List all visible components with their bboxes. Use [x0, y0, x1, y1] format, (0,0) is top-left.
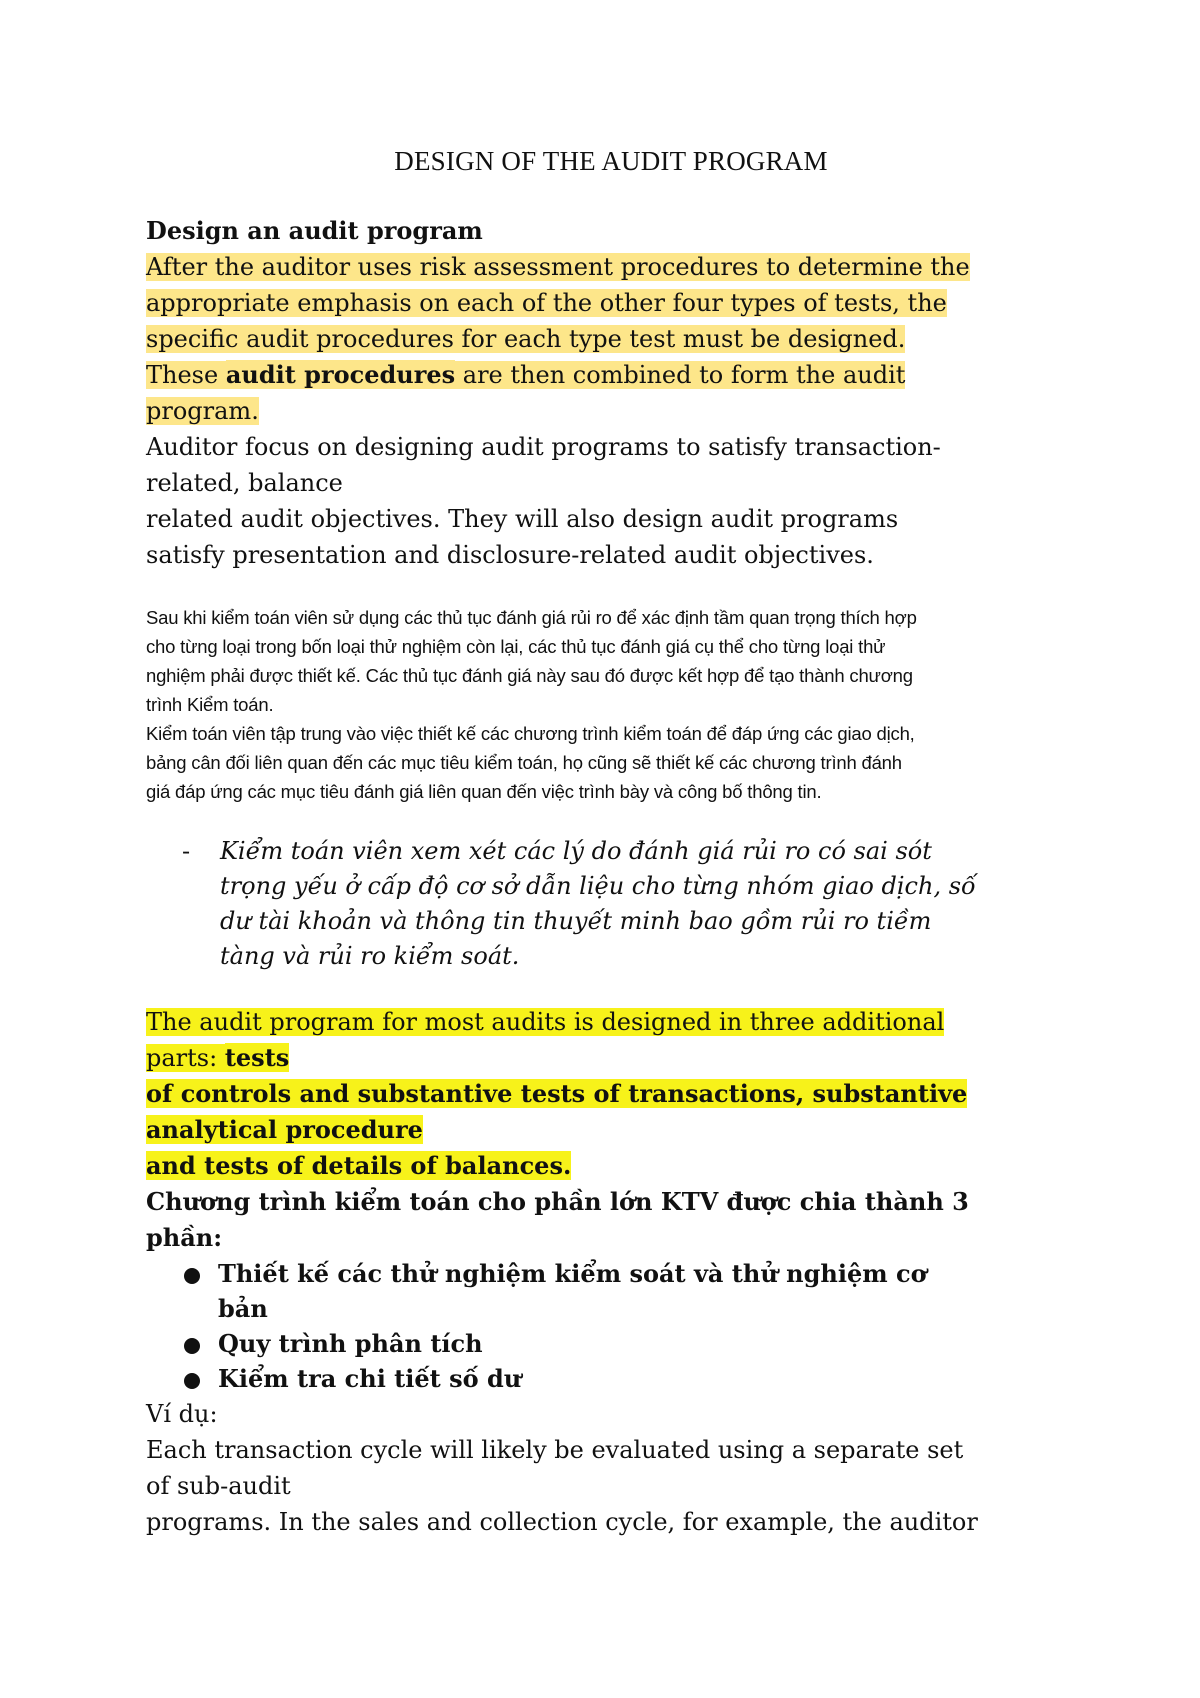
text-line: nghiệm phải được thiết kế. Các thủ tục đánh giá này sau đó được kết hợp để tạo thành chương: [146, 665, 913, 686]
bullet-icon: [184, 1268, 200, 1284]
text-line: bản: [218, 1294, 268, 1323]
text-line: dư tài khoản và thông tin thuyết minh bao gồm rủi ro tiềm: [220, 907, 932, 935]
paragraph-intro: [146, 249, 1076, 429]
text-line: After the auditor uses risk assessment procedures to determine the: [146, 253, 970, 281]
text-line: tàng và rủi ro kiểm soát.: [220, 942, 520, 970]
page-title: DESIGN OF THE AUDIT PROGRAM: [394, 146, 828, 176]
paragraph-three-parts: [146, 1004, 1076, 1184]
example-label: Ví dụ:: [146, 1400, 218, 1428]
text-line: Chương trình kiểm toán cho phần lớn KTV được chia thành 3: [146, 1187, 969, 1216]
text-line: Each transaction cycle will likely be evaluated using a separate set: [146, 1436, 964, 1464]
text-line: cho từng loại trong bốn loại thử nghiệm còn lại, các thủ tục đánh giá cụ thể cho từng loại thử: [146, 636, 886, 657]
vietnamese-heading: [146, 1184, 1076, 1256]
bullet-icon: [184, 1338, 200, 1354]
dash-list: [146, 834, 1076, 974]
text-line: satisfy presentation and disclosure-related audit objectives.: [146, 541, 874, 569]
list-item: [146, 1361, 1076, 1396]
text-line: related audit objectives. They will also design audit programs: [146, 505, 899, 533]
paragraph-example: [146, 1432, 1076, 1540]
text-line: Kiểm toán viên xem xét các lý do đánh giá rủi ro có sai sót: [220, 837, 932, 865]
text-line: phần:: [146, 1223, 223, 1252]
text-line: Quy trình phân tích: [218, 1329, 483, 1358]
text-line: trình Kiểm toán.: [146, 694, 274, 715]
text-line: program.: [146, 397, 259, 425]
bold-term: audit procedures: [225, 360, 456, 389]
vietnamese-paragraph: [146, 603, 1076, 806]
text-line: giá đáp ứng các mục tiêu đánh giá liên quan đến việc trình bày và công bố thông tin.: [146, 781, 822, 802]
text-line: The audit program for most audits is designed in three additional: [146, 1008, 945, 1036]
list-item: [146, 834, 1076, 974]
text-run: are then combined to form the audit: [455, 361, 906, 389]
section-heading: Design an audit program: [146, 216, 483, 245]
text-line: Auditor focus on designing audit programs to satisfy transaction-: [146, 433, 941, 461]
text-line: appropriate emphasis on each of the other four types of tests, the: [146, 289, 947, 317]
text-run: parts:: [146, 1044, 225, 1072]
list-item: [146, 1326, 1076, 1361]
text-line: Sau khi kiểm toán viên sử dụng các thủ tục đánh giá rủi ro để xác định tầm quan trọng thích hợp: [146, 607, 917, 628]
text-line: of sub-audit: [146, 1472, 291, 1500]
dash-marker: -: [182, 837, 191, 865]
document-body: [146, 146, 1076, 1540]
text-line: trọng yếu ở cấp độ cơ sở dẫn liệu cho từng nhóm giao dịch, số: [220, 872, 976, 900]
bullet-list: [146, 1256, 1076, 1396]
text-run: These: [146, 361, 226, 389]
text-line: programs. In the sales and collection cycle, for example, the auditor: [146, 1508, 978, 1536]
text-line: Kiểm toán viên tập trung vào việc thiết kế các chương trình kiểm toán để đáp ứng các giao dịch,: [146, 723, 915, 744]
bullet-icon: [184, 1373, 200, 1389]
text-line: bảng cân đối liên quan đến các mục tiêu kiểm toán, họ cũng sẽ thiết kế các chương trình đánh: [146, 752, 902, 773]
text-line: Kiểm tra chi tiết số dư: [218, 1364, 522, 1393]
text-line: related, balance: [146, 469, 343, 497]
paragraph-focus: [146, 429, 1076, 573]
bold-term: tests: [224, 1043, 290, 1072]
text-line: specific audit procedures for each type test must be designed.: [146, 325, 906, 353]
list-item: [146, 1256, 1076, 1326]
bold-line: analytical procedure: [146, 1115, 423, 1144]
bold-line: of controls and substantive tests of transactions, substantive: [146, 1079, 968, 1108]
text-line: Thiết kế các thử nghiệm kiểm soát và thử nghiệm cơ: [218, 1259, 927, 1288]
bold-line: and tests of details of balances.: [146, 1151, 572, 1180]
